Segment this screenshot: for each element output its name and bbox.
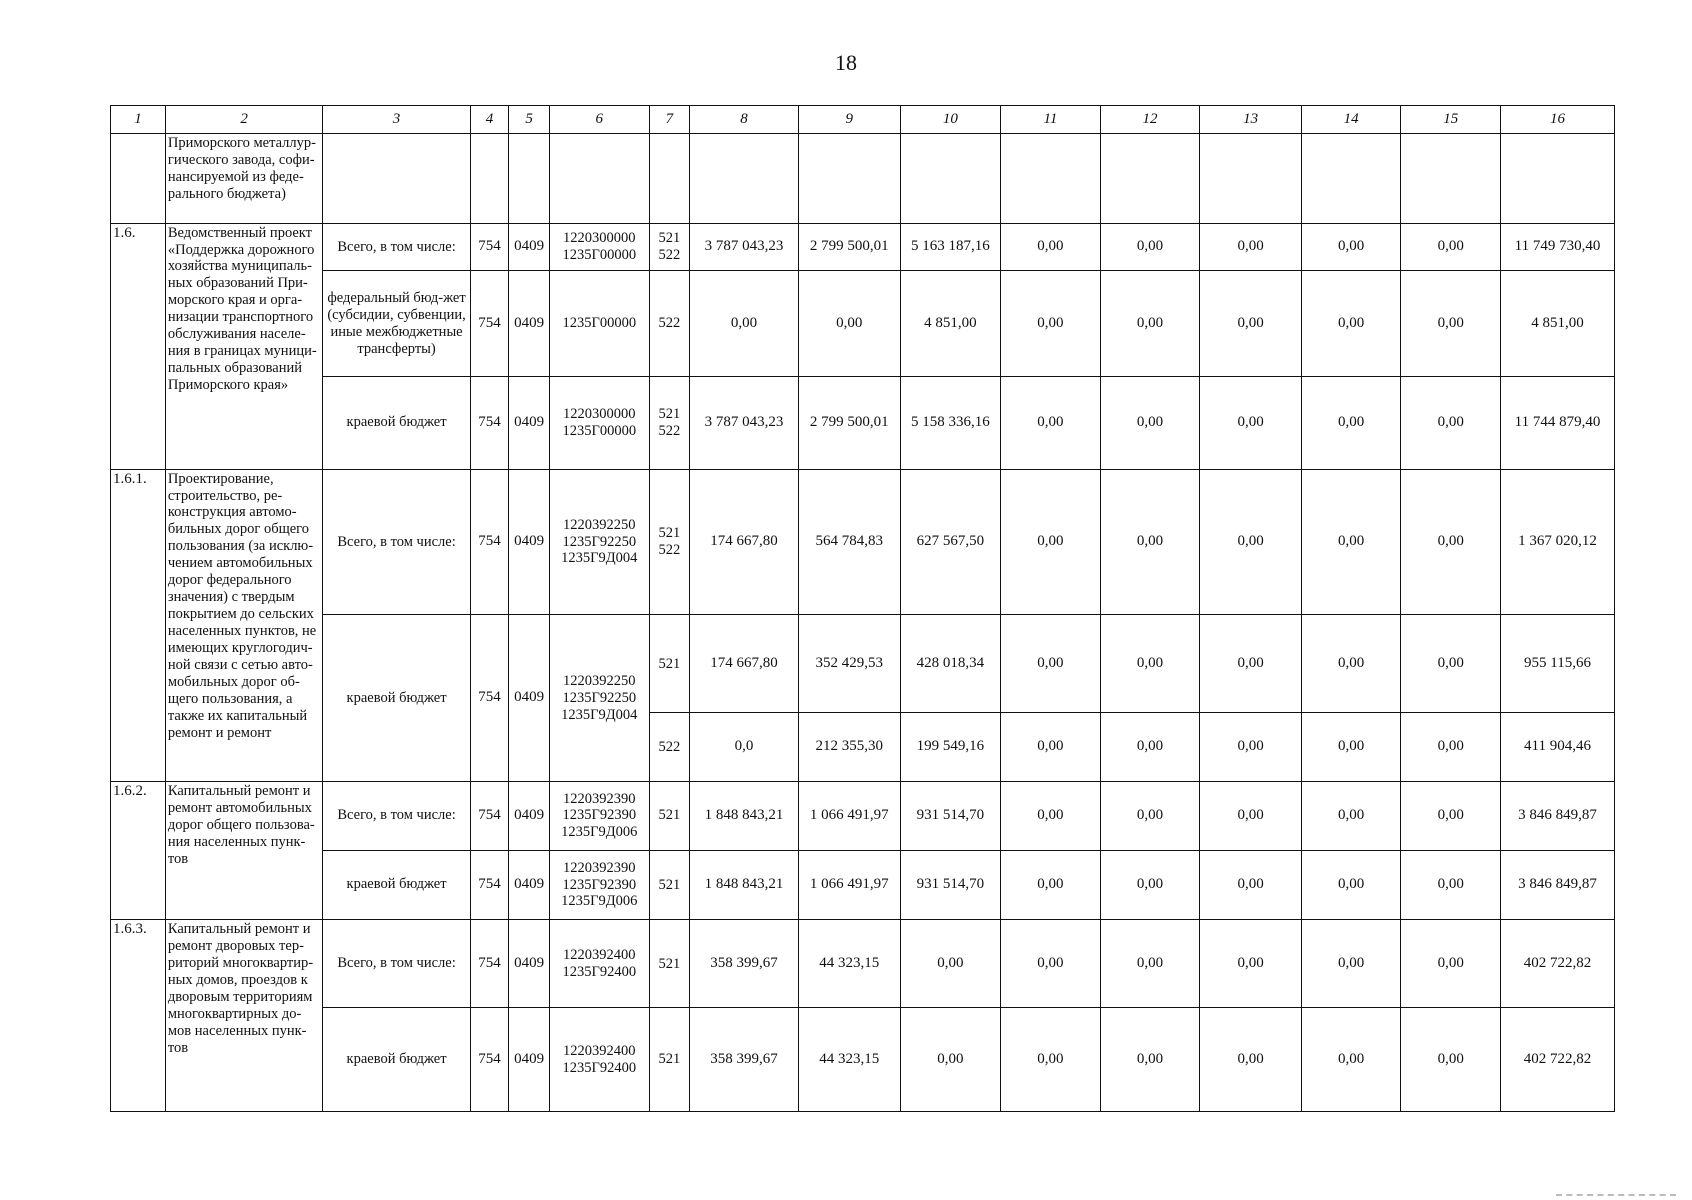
funding-source-cell: Всего, в том числе: xyxy=(323,920,470,1008)
value-cell-col-10: 5 163 187,16 xyxy=(900,223,1001,271)
value-cell-col-8: 358 399,67 xyxy=(690,920,799,1008)
value-cell-col-16: 11 749 730,40 xyxy=(1501,223,1615,271)
empty-cell xyxy=(1100,134,1200,223)
value-cell-col-12: 0,00 xyxy=(1100,920,1200,1008)
column-header-3: 3 xyxy=(323,106,470,134)
empty-cell xyxy=(690,134,799,223)
value-cell-col-15: 0,00 xyxy=(1401,782,1501,851)
column-header-7: 7 xyxy=(649,106,690,134)
value-cell-col-16: 3 846 849,87 xyxy=(1501,850,1615,920)
number-cell xyxy=(111,134,166,223)
value-cell-col-11: 0,00 xyxy=(1001,223,1101,271)
value-cell-col-12: 0,00 xyxy=(1100,782,1200,851)
target-article-cell: 1220392400 1235Г92400 xyxy=(549,1008,649,1112)
value-cell-col-13: 0,00 xyxy=(1200,850,1302,920)
value-cell-col-9: 44 323,15 xyxy=(798,1008,900,1112)
ministry-code-cell: 754 xyxy=(470,782,509,851)
value-cell-col-13: 0,00 xyxy=(1200,377,1302,470)
value-cell-col-14: 0,00 xyxy=(1301,469,1401,615)
value-cell-col-16: 955 115,66 xyxy=(1501,615,1615,713)
table-row xyxy=(111,782,1615,851)
value-cell-col-14: 0,00 xyxy=(1301,615,1401,713)
target-article-cell: 1220392250 1235Г92250 1235Г9Д004 xyxy=(549,615,649,782)
empty-cell xyxy=(1200,134,1302,223)
expense-type-cell: 521 xyxy=(649,920,690,1008)
value-cell-col-12: 0,00 xyxy=(1100,615,1200,713)
expense-type-cell: 521 xyxy=(649,782,690,851)
value-cell-col-10: 199 549,16 xyxy=(900,713,1001,782)
value-cell-col-13: 0,00 xyxy=(1200,223,1302,271)
value-cell-col-14: 0,00 xyxy=(1301,271,1401,377)
value-cell-col-14: 0,00 xyxy=(1301,850,1401,920)
value-cell-col-14: 0,00 xyxy=(1301,377,1401,470)
value-cell-col-9: 2 799 500,01 xyxy=(798,223,900,271)
value-cell-col-16: 11 744 879,40 xyxy=(1501,377,1615,470)
value-cell-col-12: 0,00 xyxy=(1100,850,1200,920)
value-cell-col-8: 1 848 843,21 xyxy=(690,850,799,920)
value-cell-col-9: 0,00 xyxy=(798,271,900,377)
section-code-cell: 0409 xyxy=(509,377,550,470)
expense-type-cell: 521 xyxy=(649,850,690,920)
section-code-cell: 0409 xyxy=(509,782,550,851)
table-row xyxy=(111,850,1615,920)
target-article-cell: 1235Г00000 xyxy=(549,271,649,377)
table-row xyxy=(111,615,1615,713)
value-cell-col-9: 1 066 491,97 xyxy=(798,782,900,851)
column-header-4: 4 xyxy=(470,106,509,134)
section-code-cell: 0409 xyxy=(509,1008,550,1112)
empty-cell xyxy=(1401,134,1501,223)
value-cell-col-9: 564 784,83 xyxy=(798,469,900,615)
value-cell-col-8: 0,00 xyxy=(690,271,799,377)
number-cell: 1.6.3. xyxy=(111,920,166,1112)
ministry-code-cell: 754 xyxy=(470,223,509,271)
value-cell-col-10: 627 567,50 xyxy=(900,469,1001,615)
value-cell-col-14: 0,00 xyxy=(1301,713,1401,782)
funding-source-cell: краевой бюджет xyxy=(323,1008,470,1112)
expense-type-cell: 521 xyxy=(649,615,690,713)
value-cell-col-14: 0,00 xyxy=(1301,782,1401,851)
value-cell-col-13: 0,00 xyxy=(1200,469,1302,615)
value-cell-col-12: 0,00 xyxy=(1100,1008,1200,1112)
value-cell-col-14: 0,00 xyxy=(1301,223,1401,271)
section-code-cell: 0409 xyxy=(509,920,550,1008)
empty-cell xyxy=(549,134,649,223)
table-row xyxy=(111,377,1615,470)
target-article-cell: 1220392400 1235Г92400 xyxy=(549,920,649,1008)
expense-type-cell: 521 522 xyxy=(649,469,690,615)
empty-cell xyxy=(798,134,900,223)
ministry-code-cell: 754 xyxy=(470,850,509,920)
table-body xyxy=(111,106,1615,1112)
section-code-cell: 0409 xyxy=(509,850,550,920)
number-cell: 1.6. xyxy=(111,223,166,469)
funding-source-cell: Всего, в том числе: xyxy=(323,469,470,615)
activity-name-cell: Капитальный ремонт и ремонт дворовых тер-риторий многоквартир-ных домов, проездов к дворовым территориям многоквартирных до-мов населенных пунк-тов xyxy=(165,920,323,1112)
value-cell-col-13: 0,00 xyxy=(1200,271,1302,377)
target-article-cell: 1220392390 1235Г92390 1235Г9Д006 xyxy=(549,782,649,851)
value-cell-col-11: 0,00 xyxy=(1001,615,1101,713)
funding-source-cell: федеральный бюд-жет (субсидии, субвенции, иные межбюджетные трансферты) xyxy=(323,271,470,377)
table-row xyxy=(111,1008,1615,1112)
value-cell-col-12: 0,00 xyxy=(1100,271,1200,377)
ministry-code-cell: 754 xyxy=(470,469,509,615)
column-header-2: 2 xyxy=(165,106,323,134)
value-cell-col-10: 4 851,00 xyxy=(900,271,1001,377)
empty-cell xyxy=(649,134,690,223)
column-header-1: 1 xyxy=(111,106,166,134)
table-row xyxy=(111,271,1615,377)
section-code-cell: 0409 xyxy=(509,271,550,377)
budget-table xyxy=(110,105,1615,1112)
activity-name-cell: Приморского металлур-гического завода, софи-нансируемой из феде-рального бюджета) xyxy=(165,134,323,223)
page-number: 18 xyxy=(835,50,857,75)
ministry-code-cell: 754 xyxy=(470,271,509,377)
activity-name-cell: Проектирование, строительство, ре-конструкция автомо-бильных дорог общего пользования (за исклю-чением автомобильных дорог федерального значения) с твердым покрытием до сельских населенных пунктов, не имеющих круглогодич-ной связи с сетью авто-мобильных дорог об-щего пользования, а также их капитальный ремонт и ремонт xyxy=(165,469,323,781)
empty-cell xyxy=(900,134,1001,223)
value-cell-col-16: 1 367 020,12 xyxy=(1501,469,1615,615)
value-cell-col-10: 931 514,70 xyxy=(900,850,1001,920)
ministry-code-cell: 754 xyxy=(470,377,509,470)
column-header-10: 10 xyxy=(900,106,1001,134)
target-article-cell: 1220300000 1235Г00000 xyxy=(549,223,649,271)
value-cell-col-8: 174 667,80 xyxy=(690,615,799,713)
value-cell-col-15: 0,00 xyxy=(1401,920,1501,1008)
number-cell: 1.6.1. xyxy=(111,469,166,781)
value-cell-col-9: 352 429,53 xyxy=(798,615,900,713)
ministry-code-cell: 754 xyxy=(470,615,509,782)
value-cell-col-13: 0,00 xyxy=(1200,1008,1302,1112)
value-cell-col-9: 212 355,30 xyxy=(798,713,900,782)
empty-cell xyxy=(1301,134,1401,223)
value-cell-col-8: 358 399,67 xyxy=(690,1008,799,1112)
value-cell-col-11: 0,00 xyxy=(1001,713,1101,782)
value-cell-col-15: 0,00 xyxy=(1401,223,1501,271)
expense-type-cell: 521 522 xyxy=(649,377,690,470)
column-header-8: 8 xyxy=(690,106,799,134)
value-cell-col-11: 0,00 xyxy=(1001,850,1101,920)
value-cell-col-16: 411 904,46 xyxy=(1501,713,1615,782)
column-header-16: 16 xyxy=(1501,106,1615,134)
value-cell-col-11: 0,00 xyxy=(1001,1008,1101,1112)
value-cell-col-11: 0,00 xyxy=(1001,782,1101,851)
value-cell-col-12: 0,00 xyxy=(1100,223,1200,271)
value-cell-col-10: 0,00 xyxy=(900,920,1001,1008)
funding-source-cell: краевой бюджет xyxy=(323,615,470,782)
funding-source-cell: краевой бюджет xyxy=(323,850,470,920)
empty-cell xyxy=(1001,134,1101,223)
empty-cell xyxy=(470,134,509,223)
value-cell-col-15: 0,00 xyxy=(1401,469,1501,615)
target-article-cell: 1220300000 1235Г00000 xyxy=(549,377,649,470)
column-header-6: 6 xyxy=(549,106,649,134)
value-cell-col-10: 428 018,34 xyxy=(900,615,1001,713)
value-cell-col-13: 0,00 xyxy=(1200,920,1302,1008)
scan-artifact xyxy=(1556,1194,1676,1196)
column-header-15: 15 xyxy=(1401,106,1501,134)
value-cell-col-9: 44 323,15 xyxy=(798,920,900,1008)
value-cell-col-12: 0,00 xyxy=(1100,469,1200,615)
expense-type-cell: 522 xyxy=(649,271,690,377)
table-row xyxy=(111,223,1615,271)
value-cell-col-16: 3 846 849,87 xyxy=(1501,782,1615,851)
value-cell-col-15: 0,00 xyxy=(1401,850,1501,920)
value-cell-col-12: 0,00 xyxy=(1100,377,1200,470)
value-cell-col-15: 0,00 xyxy=(1401,377,1501,470)
value-cell-col-8: 3 787 043,23 xyxy=(690,223,799,271)
value-cell-col-16: 4 851,00 xyxy=(1501,271,1615,377)
section-code-cell: 0409 xyxy=(509,223,550,271)
value-cell-col-14: 0,00 xyxy=(1301,1008,1401,1112)
column-header-13: 13 xyxy=(1200,106,1302,134)
section-code-cell: 0409 xyxy=(509,469,550,615)
value-cell-col-15: 0,00 xyxy=(1401,271,1501,377)
empty-cell xyxy=(509,134,550,223)
value-cell-col-14: 0,00 xyxy=(1301,920,1401,1008)
value-cell-col-9: 2 799 500,01 xyxy=(798,377,900,470)
value-cell-col-8: 1 848 843,21 xyxy=(690,782,799,851)
expense-type-cell: 522 xyxy=(649,713,690,782)
activity-name-cell: Капитальный ремонт и ремонт автомобильных дорог общего пользова-ния населенных пунк-тов xyxy=(165,782,323,920)
value-cell-col-11: 0,00 xyxy=(1001,469,1101,615)
column-header-9: 9 xyxy=(798,106,900,134)
table-row xyxy=(111,920,1615,1008)
value-cell-col-16: 402 722,82 xyxy=(1501,1008,1615,1112)
empty-cell xyxy=(323,134,470,223)
value-cell-col-11: 0,00 xyxy=(1001,920,1101,1008)
column-header-11: 11 xyxy=(1001,106,1101,134)
funding-source-cell: Всего, в том числе: xyxy=(323,223,470,271)
value-cell-col-11: 0,00 xyxy=(1001,377,1101,470)
expense-type-cell: 521 xyxy=(649,1008,690,1112)
header-row xyxy=(111,106,1615,134)
value-cell-col-13: 0,00 xyxy=(1200,782,1302,851)
value-cell-col-8: 0,0 xyxy=(690,713,799,782)
value-cell-col-10: 5 158 336,16 xyxy=(900,377,1001,470)
ministry-code-cell: 754 xyxy=(470,1008,509,1112)
funding-source-cell: краевой бюджет xyxy=(323,377,470,470)
value-cell-col-16: 402 722,82 xyxy=(1501,920,1615,1008)
value-cell-col-13: 0,00 xyxy=(1200,615,1302,713)
empty-cell xyxy=(1501,134,1615,223)
value-cell-col-8: 3 787 043,23 xyxy=(690,377,799,470)
continuation-row xyxy=(111,134,1615,223)
section-code-cell: 0409 xyxy=(509,615,550,782)
value-cell-col-8: 174 667,80 xyxy=(690,469,799,615)
value-cell-col-11: 0,00 xyxy=(1001,271,1101,377)
target-article-cell: 1220392390 1235Г92390 1235Г9Д006 xyxy=(549,850,649,920)
value-cell-col-12: 0,00 xyxy=(1100,713,1200,782)
value-cell-col-15: 0,00 xyxy=(1401,713,1501,782)
column-header-12: 12 xyxy=(1100,106,1200,134)
value-cell-col-9: 1 066 491,97 xyxy=(798,850,900,920)
column-header-14: 14 xyxy=(1301,106,1401,134)
budget-table-container xyxy=(110,105,1615,1112)
value-cell-col-13: 0,00 xyxy=(1200,713,1302,782)
table-row xyxy=(111,469,1615,615)
value-cell-col-10: 931 514,70 xyxy=(900,782,1001,851)
value-cell-col-10: 0,00 xyxy=(900,1008,1001,1112)
expense-type-cell: 521 522 xyxy=(649,223,690,271)
target-article-cell: 1220392250 1235Г92250 1235Г9Д004 xyxy=(549,469,649,615)
ministry-code-cell: 754 xyxy=(470,920,509,1008)
column-header-5: 5 xyxy=(509,106,550,134)
number-cell: 1.6.2. xyxy=(111,782,166,920)
activity-name-cell: Ведомственный проект «Поддержка дорожного хозяйства муниципаль-ных образований При-морского края и орга-низации транспортного обслуживания населе-ния в границах муници-пальных образований Приморского края» xyxy=(165,223,323,469)
value-cell-col-15: 0,00 xyxy=(1401,1008,1501,1112)
funding-source-cell: Всего, в том числе: xyxy=(323,782,470,851)
value-cell-col-15: 0,00 xyxy=(1401,615,1501,713)
